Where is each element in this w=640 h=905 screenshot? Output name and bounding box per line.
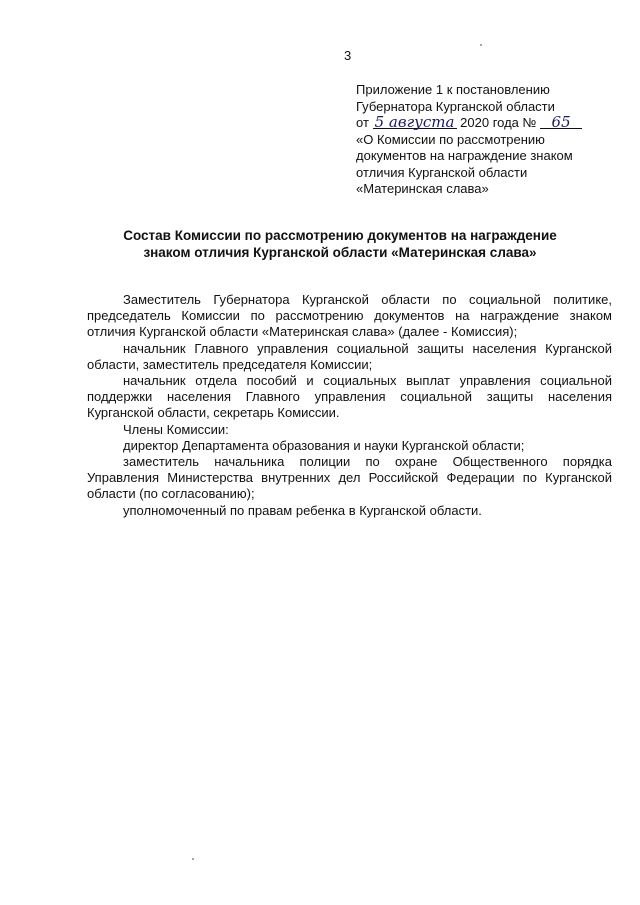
annex-date-line [356, 115, 616, 132]
page-number: 3 [344, 48, 352, 63]
annex-line-2: Губернатора Курганской области [356, 98, 555, 114]
paragraph-member-education: директор Департамента образования и науки Курганской области; [123, 437, 525, 453]
scan-speck [480, 44, 482, 46]
paragraph-member-ombudsman: уполномоченный по правам ребенка в Курганской области. [123, 502, 482, 518]
annex-header [356, 82, 616, 198]
annex-line-4: «О Комиссии по рассмотрению [356, 131, 545, 147]
paragraph-member-police: заместитель начальника полиции по охране Общественного порядка Управления Министерства внутренних дел Российской Федерации по Курганской области (по согласованию); [87, 454, 612, 502]
paragraph-members-heading: Члены Комиссии: [123, 421, 229, 437]
title-line-2: знаком отличия Курганской области «Материнская слава» [143, 244, 537, 260]
annex-line-1: Приложение 1 к постановлению [356, 82, 550, 97]
year-text: 2020 года № [460, 115, 537, 130]
scan-speck [192, 858, 194, 860]
annex-line-7: «Материнская слава» [356, 181, 489, 196]
date-prefix: от [356, 115, 369, 130]
paragraph-chairman: Заместитель Губернатора Курганской области по социальной политике, председатель Комиссии по рассмотрению документов на награждение знаком отличия Курганской области «Материнская слава» (далее - Комиссия); [87, 292, 612, 340]
handwritten-number: 65 [540, 116, 582, 129]
paragraph-deputy-chairman: начальник Главного управления социальной защиты населения Курганской области, заместитель председателя Комиссии; [87, 340, 612, 372]
document-title [60, 228, 620, 261]
annex-line-5: документов на награждение знаком [356, 148, 573, 163]
paragraph-secretary: начальник отдела пособий и социальных выплат управления социальной поддержки населения Главного управления социальной защиты населения Курганской области, секретарь Комиссии. [87, 373, 612, 421]
annex-line-6: отличия Курганской области [356, 164, 528, 180]
document-body [87, 292, 612, 519]
handwritten-date: 5 августа [373, 116, 457, 129]
title-line-1: Состав Комиссии по рассмотрению документов на награждение [123, 228, 557, 243]
